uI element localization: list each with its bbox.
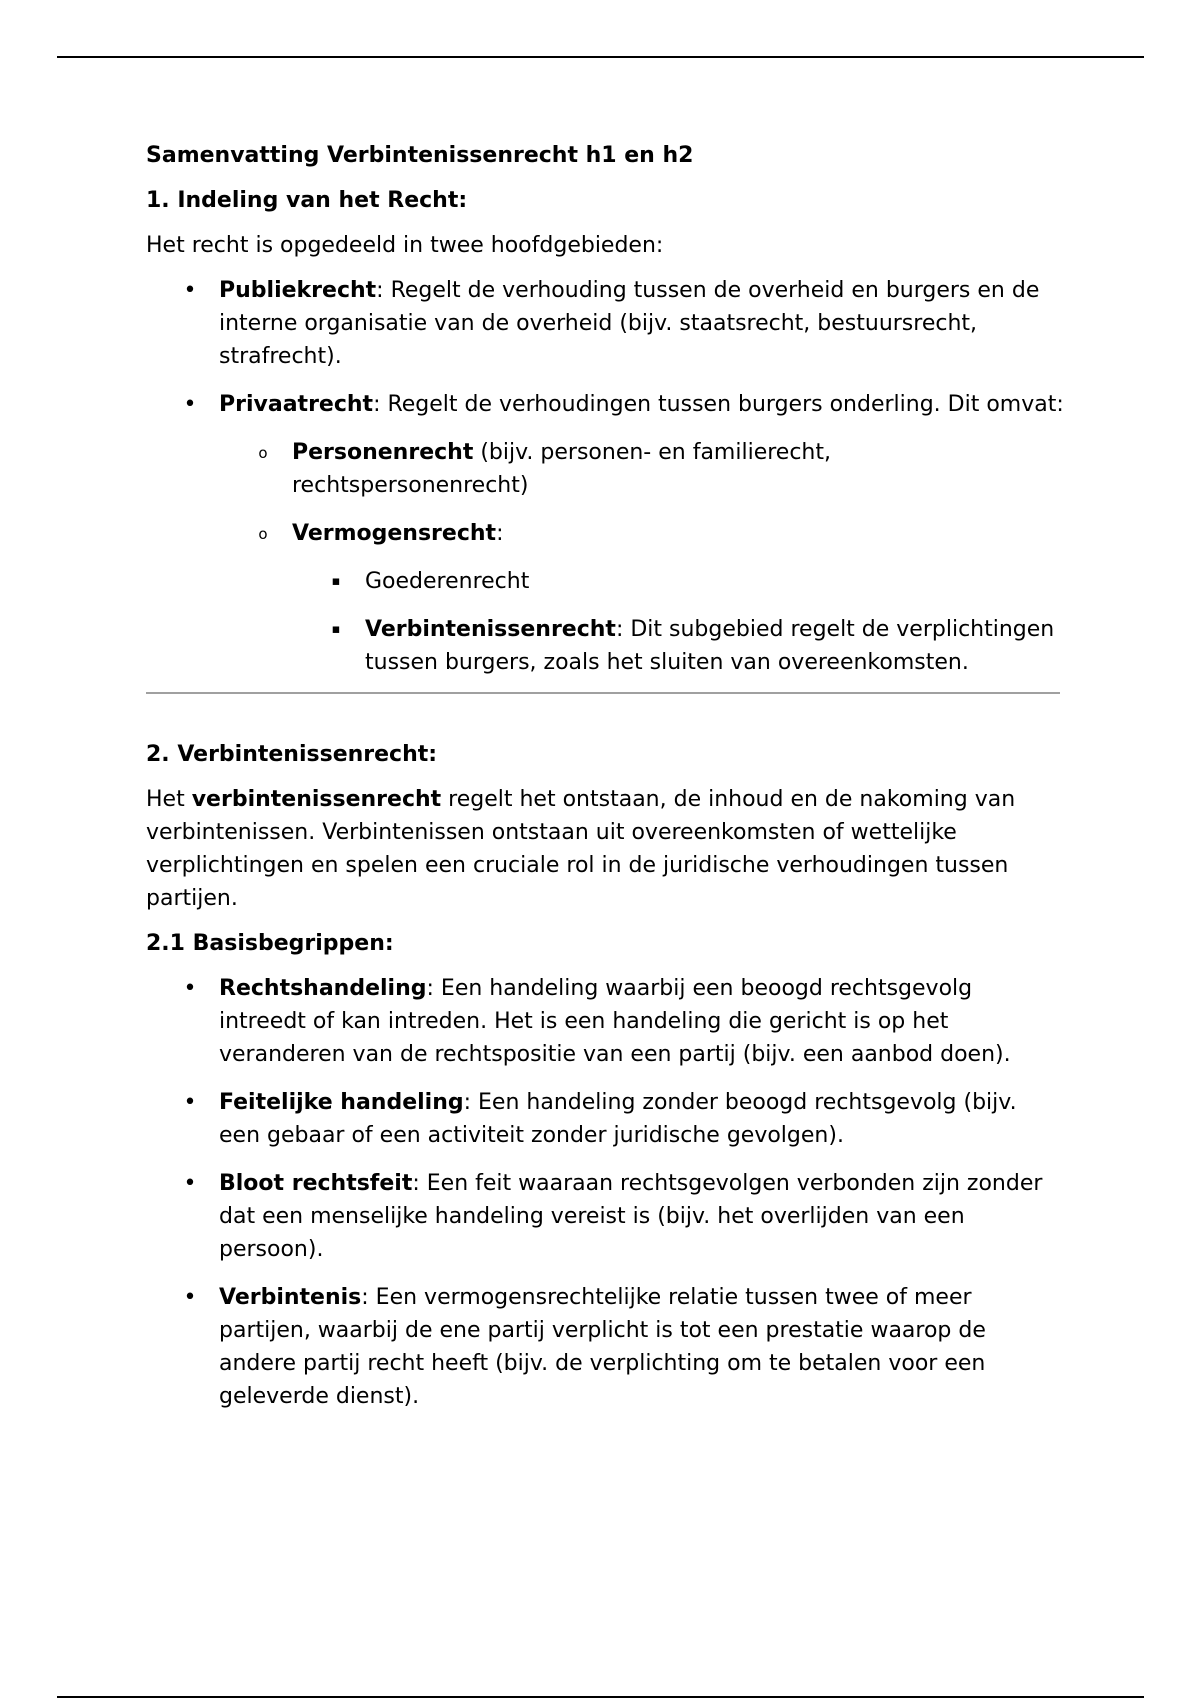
- document-page: [146, 139, 1064, 1428]
- definition-bloot-rechtsfeit: : Een feit waaraan rechtsgevolgen verbonden zijn zonder dat een menselijke handeling vereist is (bijv. het overlijden van een persoon).: [219, 1171, 1043, 1262]
- section-1-heading: 1. Indeling van het Recht:: [146, 188, 468, 213]
- term-rechtshandeling: Rechtshandeling: [219, 976, 427, 1001]
- list-item-verbintenis: [183, 1281, 1064, 1413]
- definition-rechtshandeling: : Een handeling waarbij een beoogd rechtsgevolg intreedt of kan intreden. Het is een handeling die gericht is op het veranderen van de rechtspositie van een partij (bijv. een aanbod doen).: [219, 976, 1011, 1067]
- bullet-marker: •: [183, 278, 197, 303]
- term-vermogensrecht: Vermogensrecht: [292, 521, 497, 546]
- term-privaatrecht: Privaatrecht: [219, 392, 374, 417]
- definition-feitelijke-handeling: : Een handeling zonder beoogd rechtsgevolg (bijv. een gebaar of een activiteit zonder juridische gevolgen).: [219, 1090, 1017, 1148]
- list-item-rechtshandeling: [183, 972, 1064, 1071]
- list-item-feitelijke-handeling: [183, 1086, 1064, 1152]
- term-bloot-rechtsfeit: Bloot rechtsfeit: [219, 1171, 413, 1196]
- page-footer-rule: [57, 1696, 1144, 1698]
- section-1-intro: Het recht is opgedeeld in twee hoofdgebieden:: [146, 233, 664, 258]
- definition-vermogensrecht: :: [496, 521, 504, 546]
- paragraph-lead: Het: [146, 787, 192, 812]
- definition-personenrecht: (bijv. personen- en familierecht, rechtspersonenrecht): [292, 440, 831, 498]
- section-2-heading: 2. Verbintenissenrecht:: [146, 742, 438, 767]
- page-header-rule: [57, 56, 1144, 58]
- basic-concepts-list: [146, 972, 1064, 1413]
- bullet-marker: •: [183, 1171, 197, 1196]
- section-2-1-heading: 2.1 Basisbegrippen:: [146, 931, 394, 956]
- bullet-marker: •: [183, 1090, 197, 1115]
- definition-privaatrecht: : Regelt de verhoudingen tussen burgers onderling. Dit omvat:: [373, 392, 1064, 417]
- document-title: Samenvatting Verbintenissenrecht h1 en h2: [146, 143, 694, 168]
- list-item-goederenrecht: [331, 565, 1064, 598]
- list-item-personenrecht: [258, 436, 1064, 502]
- list-item-privaatrecht: [183, 388, 1064, 421]
- term-feitelijke-handeling: Feitelijke handeling: [219, 1090, 464, 1115]
- paragraph-body: regelt het ontstaan, de inhoud en de nakoming van verbintenissen. Verbintenissen ontstaan uit overeenkomsten of wettelijke verplichtingen en spelen een cruciale rol in de juridische verhoudingen tussen partijen.: [146, 787, 1016, 911]
- definition-verbintenissenrecht: : Dit subgebied regelt de verplichtingen tussen burgers, zoals het sluiten van overeenkomsten.: [365, 617, 1055, 675]
- term-personenrecht: Personenrecht: [292, 440, 474, 465]
- section-divider: [146, 692, 1060, 694]
- square-bullet-marker: ▪: [331, 622, 341, 637]
- square-bullet-marker: ▪: [331, 574, 341, 589]
- list-item-vermogensrecht: [258, 517, 1064, 550]
- definition-publiekrecht: : Regelt de verhouding tussen de overheid en burgers en de interne organisatie van de overheid (bijv. staatsrecht, bestuursrecht, strafrecht).: [219, 278, 1040, 369]
- list-item-bloot-rechtsfeit: [183, 1167, 1064, 1266]
- paragraph-term: verbintenissenrecht: [191, 787, 442, 812]
- circle-bullet-marker: o: [258, 525, 268, 543]
- term-verbintenis: Verbintenis: [219, 1285, 362, 1310]
- term-goederenrecht: Goederenrecht: [365, 569, 530, 594]
- bullet-marker: •: [183, 1285, 197, 1310]
- bullet-marker: •: [183, 976, 197, 1001]
- term-verbintenissenrecht: Verbintenissenrecht: [365, 617, 616, 642]
- term-publiekrecht: Publiekrecht: [219, 278, 377, 303]
- list-item-publiekrecht: [183, 274, 1064, 373]
- circle-bullet-marker: o: [258, 444, 268, 462]
- list-item-verbintenissenrecht: [331, 613, 1064, 679]
- law-areas-list: [146, 274, 1064, 679]
- definition-verbintenis: : Een vermogensrechtelijke relatie tussen twee of meer partijen, waarbij de ene partij verplicht is tot een prestatie waarop de andere partij recht heeft (bijv. de verplichting om te betalen voor een geleverde dienst).: [219, 1285, 986, 1409]
- section-2-paragraph: [146, 783, 1064, 915]
- bullet-marker: •: [183, 392, 197, 417]
